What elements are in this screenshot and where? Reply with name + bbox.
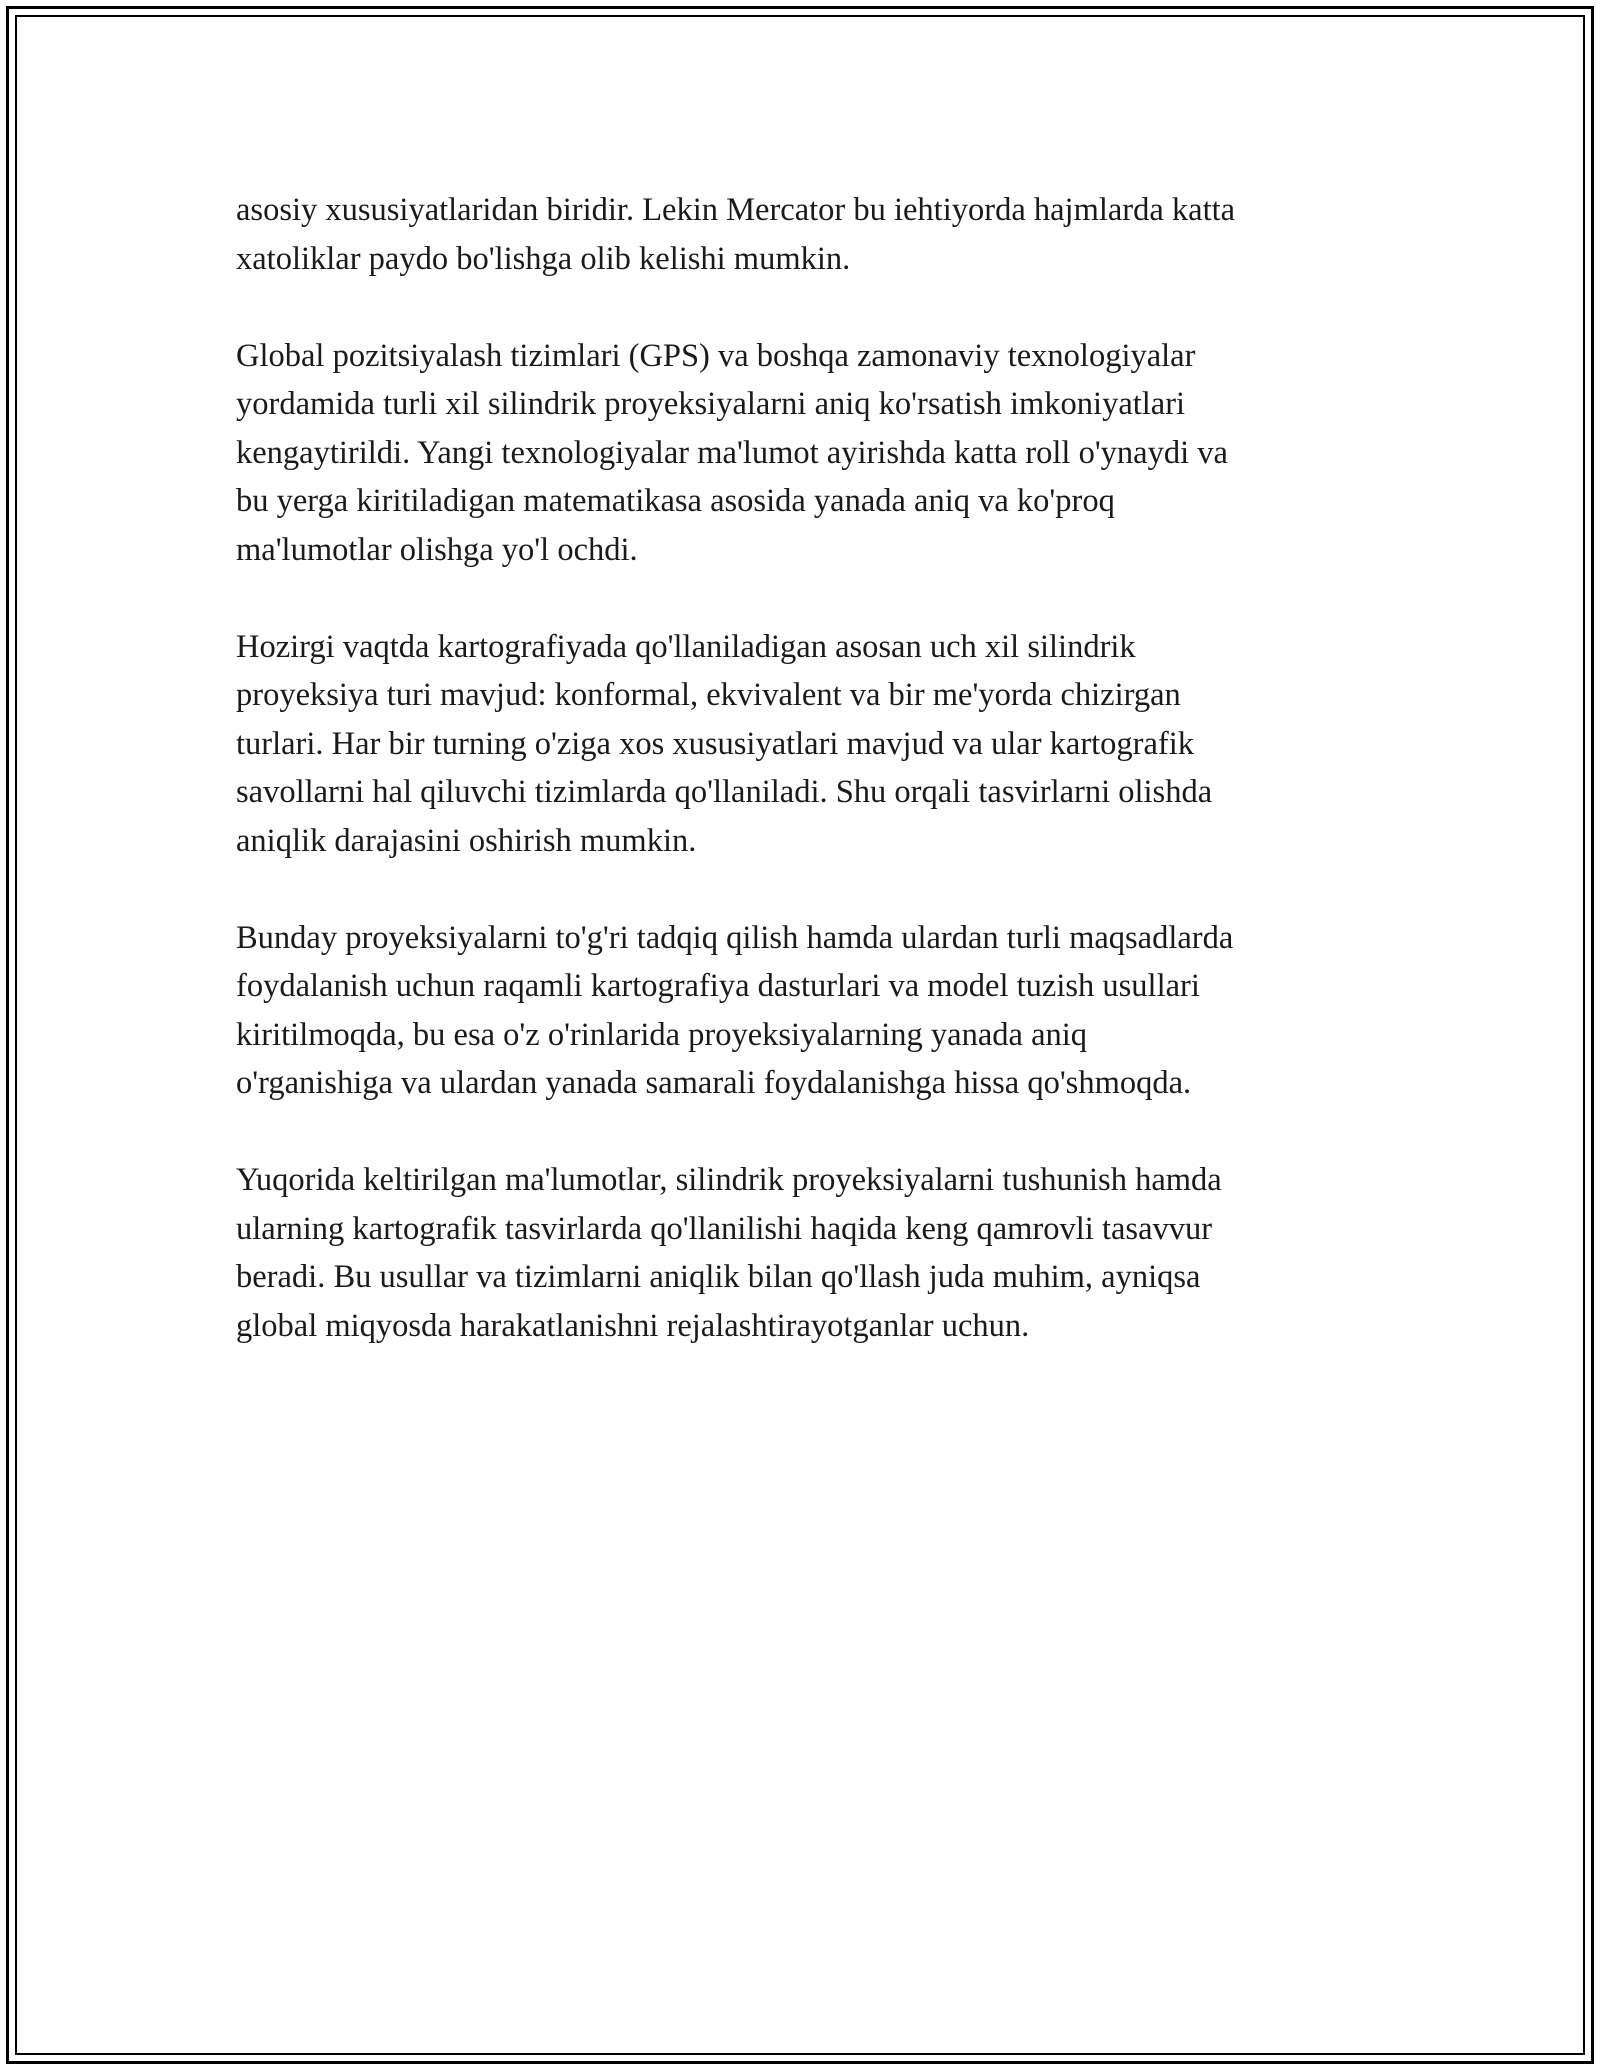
text-line: asosiy xususiyatlaridan biridir. Lekin Mercator bu iehtiyorda hajmlarda katta [236, 192, 1236, 228]
text-line: ularning kartografik tasvirlarda qo'llanilishi haqida keng qamrovli tasavvur [236, 1210, 1213, 1247]
text-line: yordamida turli xil silindrik proyeksiyalarni aniq ko'rsatish imkoniyatlari [236, 386, 1186, 422]
text-line: bu yerga kiritiladigan matematikasa asosida yanada aniq va ko'proq [236, 483, 1115, 519]
text-line: foydalanish uchun raqamli kartografiya dasturlari va model tuzish usullari [236, 968, 1200, 1004]
document-body [236, 186, 1376, 1399]
text-line: ma'lumotlar olishga yo'l ochdi. [236, 531, 638, 568]
text-line: global miqyosda harakatlanishni rejalashtirayotganlar uchun. [236, 1307, 1030, 1344]
paragraph-1 [236, 186, 1376, 283]
paragraph-2 [236, 332, 1376, 575]
paragraph-5 [236, 1156, 1376, 1350]
text-line: aniqlik darajasini oshirish mumkin. [236, 822, 697, 859]
text-line: kengaytirildi. Yangi texnologiyalar ma'lumot ayirishda katta roll o'ynaydi va [236, 434, 1228, 471]
paragraph-3 [236, 623, 1376, 866]
text-line: proyeksiya turi mavjud: konformal, ekvivalent va bir me'yorda chizirgan [236, 677, 1181, 713]
text-line: o'rganishiga va ulardan yanada samarali foydalanishga hissa qo'shmoqda. [236, 1065, 1192, 1101]
text-line: turlari. Har bir turning o'ziga xos xususiyatlari mavjud va ular kartografik [236, 725, 1195, 762]
text-line: savollarni hal qiluvchi tizimlarda qo'llaniladi. Shu orqali tasvirlarni olishda [236, 774, 1213, 810]
paragraph-4 [236, 914, 1376, 1108]
text-line: kiritilmoqda, bu esa o'z o'rinlarida proyeksiyalarning yanada aniq [236, 1016, 1088, 1053]
text-line: Global pozitsiyalash tizimlari (GPS) va boshqa zamonaviy texnologiyalar [236, 337, 1196, 374]
text-line: Yuqorida keltirilgan ma'lumotlar, silindrik proyeksiyalarni tushunish hamda [236, 1162, 1222, 1198]
text-line: xatoliklar paydo bo'lishga olib kelishi mumkin. [236, 240, 851, 277]
text-line: Hozirgi vaqtda kartografiyada qo'llaniladigan asosan uch xil silindrik [236, 628, 1136, 665]
text-line: Bunday proyeksiyalarni to'g'ri tadqiq qilish hamda ulardan turli maqsadlarda [236, 919, 1234, 956]
text-line: beradi. Bu usullar va tizimlarni aniqlik bilan qo'llash juda muhim, ayniqsa [236, 1259, 1201, 1295]
